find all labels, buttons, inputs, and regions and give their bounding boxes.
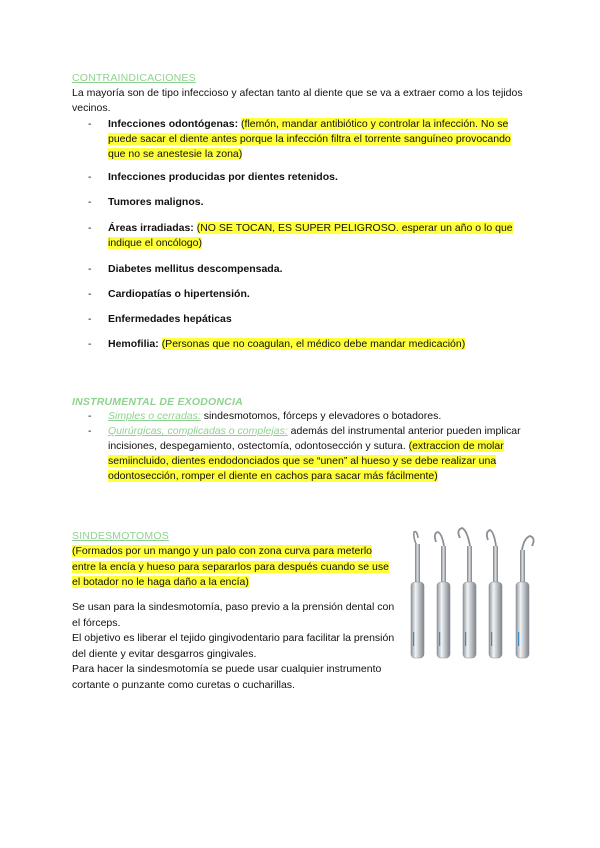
item-label: Hemofilia: — [108, 338, 159, 350]
item-label: Tumores malignos. — [108, 196, 204, 208]
dash-bullet: - — [88, 263, 92, 275]
heading-contraindicaciones: CONTRAINDICACIONES — [72, 72, 196, 84]
item-text: sindesmotomos, fórceps y elevadores o botadores. — [200, 410, 442, 422]
instrument-4 — [487, 530, 502, 658]
instrument-3 — [458, 528, 476, 658]
list-item — [88, 195, 528, 210]
sindesmotomos-body — [72, 600, 397, 693]
instrument-2 — [435, 532, 450, 658]
item-label: Infecciones producidas por dientes retenidos. — [108, 171, 338, 183]
dash-bullet: - — [88, 425, 92, 437]
dash-bullet: - — [88, 288, 92, 300]
heading-instrumental: INSTRUMENTAL DE EXODONCIA — [72, 396, 243, 408]
instrument-1 — [411, 532, 424, 658]
paragraph-2: El objetivo es liberar el tejido gingivodentario para facilitar la prensión del diente y evitar desgarros gingivales. — [72, 632, 395, 660]
item-note: (NO SE TOCAN, ES SUPER PELIGROSO. esperar un año o lo que indique el oncólogo) — [108, 222, 513, 249]
item-label: Enfermedades hepáticas — [108, 313, 232, 325]
paragraph-1: Se usan para la sindesmotomía, paso previo a la prensión dental con el fórceps. — [72, 601, 395, 629]
list-item — [88, 337, 528, 352]
dash-bullet: - — [88, 338, 92, 350]
item-label: Diabetes mellitus descompensada. — [108, 263, 283, 275]
list-item — [88, 170, 528, 185]
item-label: Infecciones odontógenas: — [108, 118, 239, 130]
item-text: además del instrumental anterior pueden implicar incisiones, despegamiento, ostectomía, odontosección y sutura. — [108, 425, 521, 452]
list-item — [88, 312, 528, 327]
dash-bullet: - — [88, 410, 92, 422]
list-item — [88, 221, 528, 251]
intro-paragraph: La mayoría son de tipo infeccioso y afectan tanto al diente que se va a extraer como a los tejidos vecinos. — [72, 87, 523, 114]
simples-link[interactable]: Simples o cerradas: — [108, 410, 201, 422]
item-label: Áreas irradiadas: — [108, 222, 194, 234]
quirurgicas-link[interactable]: Quirúrgicas, complicadas o complejas: — [108, 425, 288, 437]
paragraph-3: Para hacer la sindesmotomía se puede usar cualquier instrumento cortante o punzante como curetas o cucharillas. — [72, 663, 382, 691]
item-note: (extraccion de molar semiincluido, dientes endodonciados que se “unen” al hueso y se debe realizar una odontosección, romper el diente en cachos para sacar más fácilmente) — [108, 440, 504, 482]
dash-bullet: - — [88, 171, 92, 183]
item-label: Cardiopatías o hipertensión. — [108, 288, 250, 300]
list-item — [88, 262, 528, 277]
dash-bullet: - — [88, 313, 92, 325]
list-item — [88, 424, 528, 484]
item-note: (Personas que no coagulan, el médico debe mandar medicación) — [161, 338, 466, 350]
sindesmotomos-note: (Formados por un mango y un palo con zona curva para meterlo entre la encía y hueso para separarlos para después cuando se use el botador no le haga daño a la encía) — [72, 545, 389, 588]
sindesmotomos-instruments-image — [404, 520, 544, 662]
dash-bullet: - — [88, 118, 92, 130]
instrument-5 — [516, 536, 534, 658]
list-item — [88, 117, 528, 162]
list-item — [88, 287, 528, 302]
heading-sindesmotomos: SINDESMOTOMOS — [72, 530, 169, 542]
dash-bullet: - — [88, 222, 92, 234]
list-item — [88, 409, 528, 424]
item-note: (flemón, mandar antibiótico y controlar la infección. No se puede sacar el diente antes porque la infección filtra el torrente sanguíneo provocando que no se anestesie la zona) — [108, 118, 511, 160]
dash-bullet: - — [88, 196, 92, 208]
